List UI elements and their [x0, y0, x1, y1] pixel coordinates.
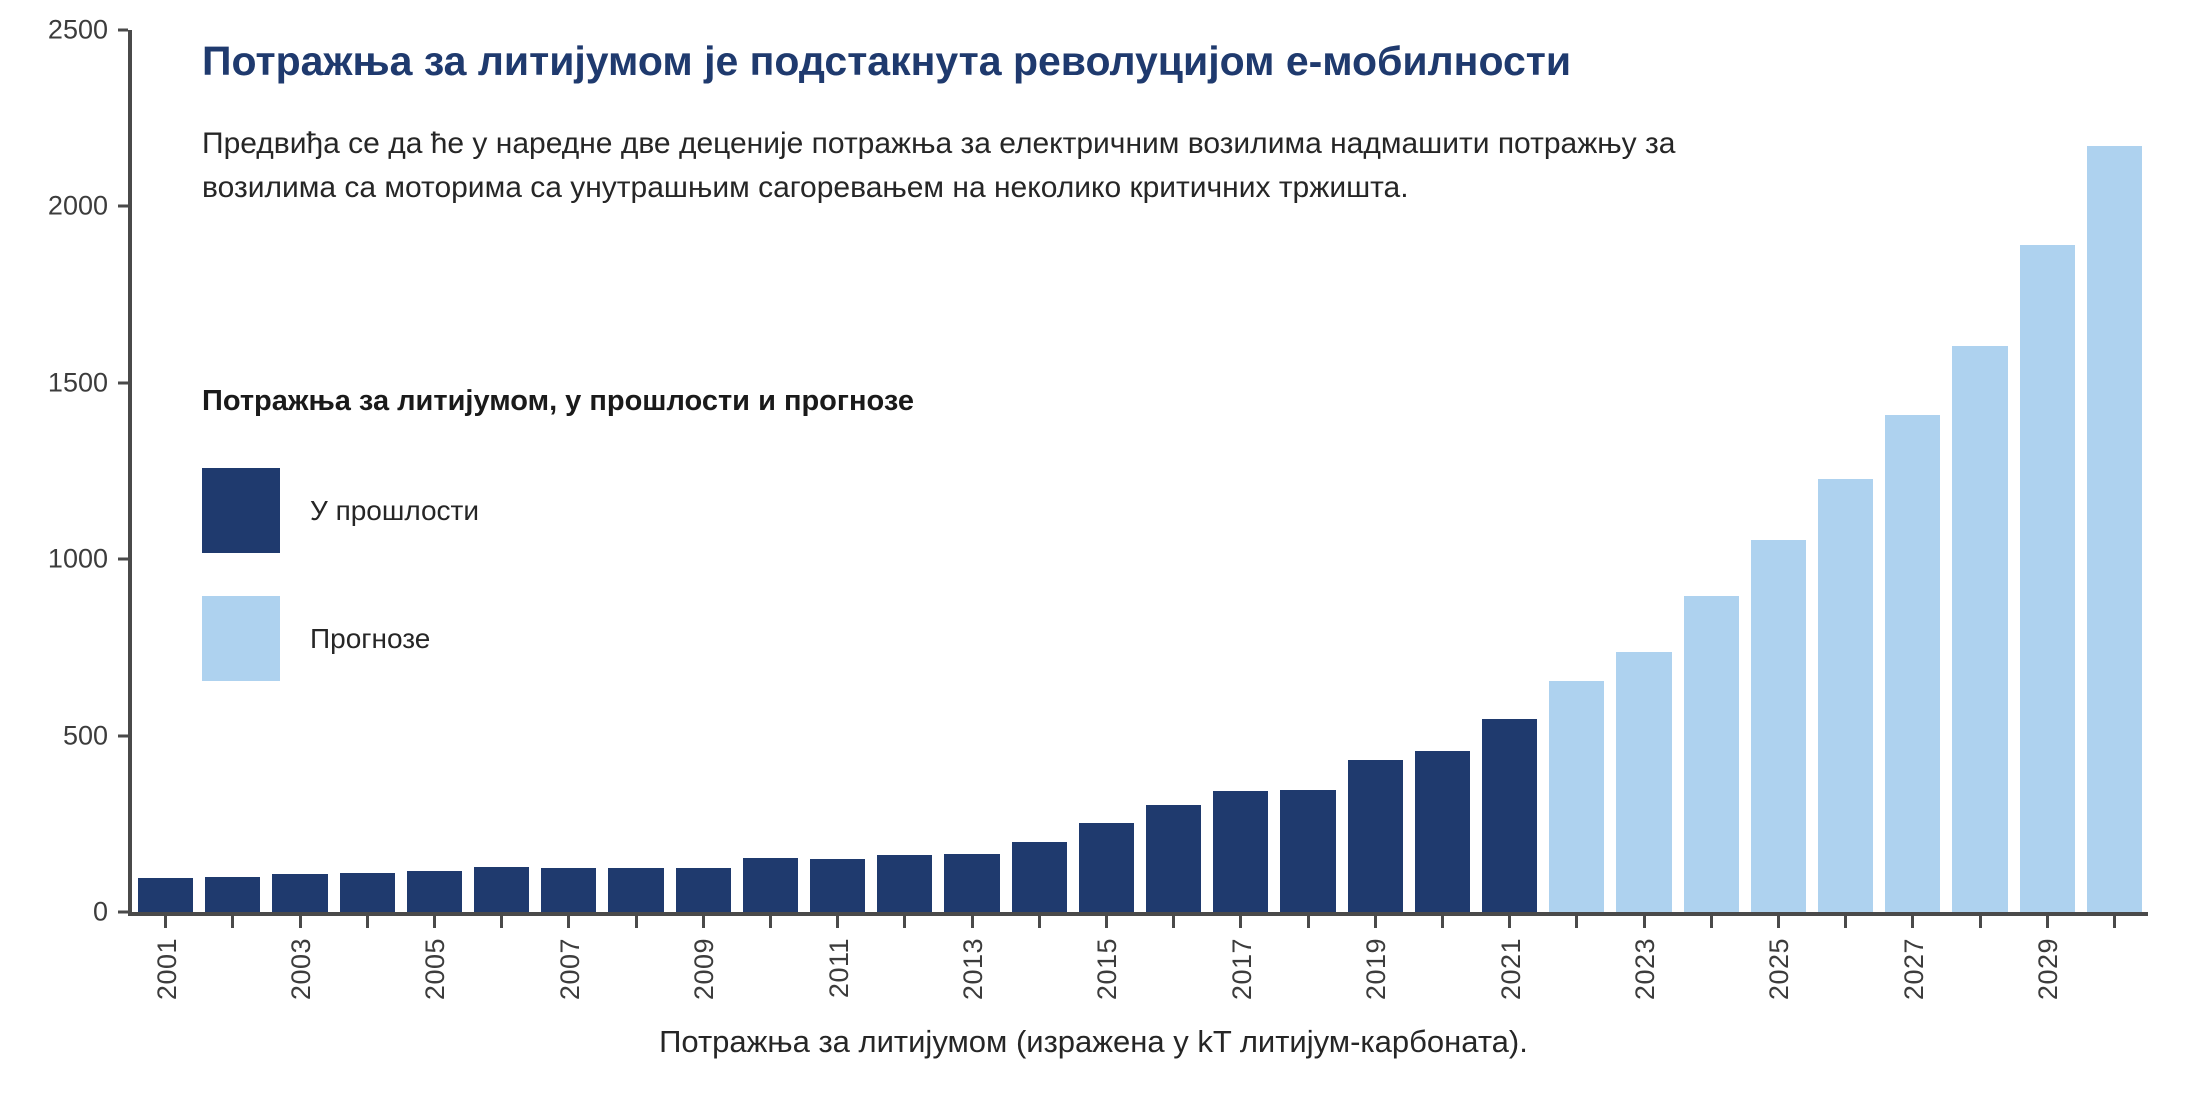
- x-tick-mark: [1105, 916, 1108, 928]
- x-tick-mark: [299, 916, 302, 928]
- bar: [1952, 346, 2007, 912]
- bar: [1684, 596, 1739, 912]
- bar: [1482, 719, 1537, 912]
- legend-swatch-historical: [202, 468, 280, 553]
- bar: [1549, 681, 1604, 912]
- bar: [877, 855, 932, 913]
- bar: [1348, 760, 1403, 912]
- bar: [2020, 245, 2075, 912]
- y-tick-label: 0: [92, 896, 108, 927]
- bar: [541, 868, 596, 912]
- x-tick-mark: [1643, 916, 1646, 928]
- chart-caption: Потражња за литијумом (изражена у kT литијум-карбоната).: [659, 1024, 1528, 1059]
- x-tick-label: 2011: [823, 938, 854, 999]
- x-tick-mark: [1777, 916, 1780, 928]
- x-tick-mark: [769, 916, 772, 928]
- x-tick-mark: [1374, 916, 1377, 928]
- x-tick-label: 2003: [286, 938, 316, 1001]
- y-tick-mark: [118, 29, 128, 32]
- x-tick-label: 2009: [689, 938, 720, 1001]
- x-tick-label: 2027: [1898, 938, 1929, 1001]
- bar: [1818, 479, 1873, 912]
- x-tick-mark: [2046, 916, 2049, 928]
- y-tick-mark: [118, 205, 128, 208]
- bar: [743, 858, 798, 912]
- y-tick-label: 2500: [47, 14, 108, 45]
- x-tick-mark: [1710, 916, 1713, 928]
- bar: [810, 859, 865, 912]
- bar: [474, 867, 529, 912]
- x-tick-mark: [1508, 916, 1511, 928]
- x-tick-mark: [1575, 916, 1578, 928]
- legend-title: Потражња за литијумом, у прошлости и прогнозе: [202, 385, 914, 417]
- x-tick-label: 2019: [1361, 938, 1392, 1001]
- bar: [944, 854, 999, 912]
- x-tick-mark: [231, 916, 234, 928]
- bar: [1079, 823, 1134, 912]
- chart-title: Потражња за литијумом је подстакнута револуцијом е-мобилности: [202, 38, 1572, 84]
- legend-item-forecast: [202, 596, 430, 681]
- bar: [1415, 751, 1470, 912]
- bar: [138, 878, 193, 912]
- legend-label-forecast: Прогнозе: [310, 622, 431, 654]
- y-tick-label: 1000: [47, 543, 108, 574]
- x-tick-mark: [971, 916, 974, 928]
- y-tick-mark: [118, 558, 128, 561]
- y-tick-label: 2000: [47, 190, 108, 221]
- x-tick-mark: [1979, 916, 1982, 928]
- x-tick-mark: [433, 916, 436, 928]
- bar: [1146, 805, 1201, 912]
- bar: [1616, 652, 1671, 912]
- y-tick-mark: [118, 734, 128, 737]
- x-tick-mark: [903, 916, 906, 928]
- x-tick-mark: [500, 916, 503, 928]
- x-tick-mark: [1239, 916, 1242, 928]
- y-tick-label: 500: [62, 720, 108, 751]
- bar: [272, 874, 327, 912]
- x-tick-label: 2029: [2033, 938, 2064, 1001]
- x-tick-label: 2023: [1630, 938, 1660, 1001]
- bar: [1751, 540, 1806, 912]
- x-tick-mark: [635, 916, 638, 928]
- y-tick-label: 1500: [47, 367, 108, 398]
- chart-subtitle: Предвиђа се да ће у наредне две деценије потражња за електричним возилима надмашити потражњу за возилима са моторима са унутрашњим сагоревањем на неколико критичних тржишта.: [202, 127, 1676, 204]
- x-tick-mark: [702, 916, 705, 928]
- x-tick-mark: [1172, 916, 1175, 928]
- legend-label-historical: У прошлости: [310, 494, 480, 526]
- x-tick-mark: [1441, 916, 1444, 928]
- bar: [407, 871, 462, 912]
- x-tick-label: 2005: [420, 938, 451, 1001]
- x-tick-label: 2015: [1092, 938, 1123, 1001]
- x-tick-label: 2001: [151, 938, 182, 1001]
- legend-item-historical: [202, 468, 479, 553]
- bar: [1012, 842, 1067, 912]
- x-tick-label: 2013: [958, 938, 988, 1001]
- x-tick-label: 2017: [1226, 938, 1257, 1001]
- y-axis-tick-labels: [0, 0, 108, 1104]
- bar: [1213, 791, 1268, 912]
- x-tick-mark: [1911, 916, 1914, 928]
- x-tick-label: 2007: [554, 938, 585, 1001]
- x-tick-label: 2021: [1495, 938, 1526, 1001]
- bar: [676, 868, 731, 912]
- y-tick-mark: [118, 381, 128, 384]
- x-tick-label: 2025: [1764, 938, 1795, 1001]
- bar: [608, 868, 663, 912]
- x-tick-mark: [164, 916, 167, 928]
- x-tick-mark: [1307, 916, 1310, 928]
- bar: [1885, 415, 1940, 912]
- x-tick-mark: [567, 916, 570, 928]
- bar: [205, 877, 260, 912]
- x-tick-mark: [366, 916, 369, 928]
- x-tick-mark: [1844, 916, 1847, 928]
- legend-swatch-forecast: [202, 596, 280, 681]
- x-tick-mark: [1038, 916, 1041, 928]
- x-tick-mark: [2113, 916, 2116, 928]
- x-tick-mark: [836, 916, 839, 928]
- bar: [340, 873, 395, 913]
- y-tick-mark: [118, 911, 128, 914]
- bar: [1280, 790, 1335, 912]
- bar: [2087, 146, 2142, 912]
